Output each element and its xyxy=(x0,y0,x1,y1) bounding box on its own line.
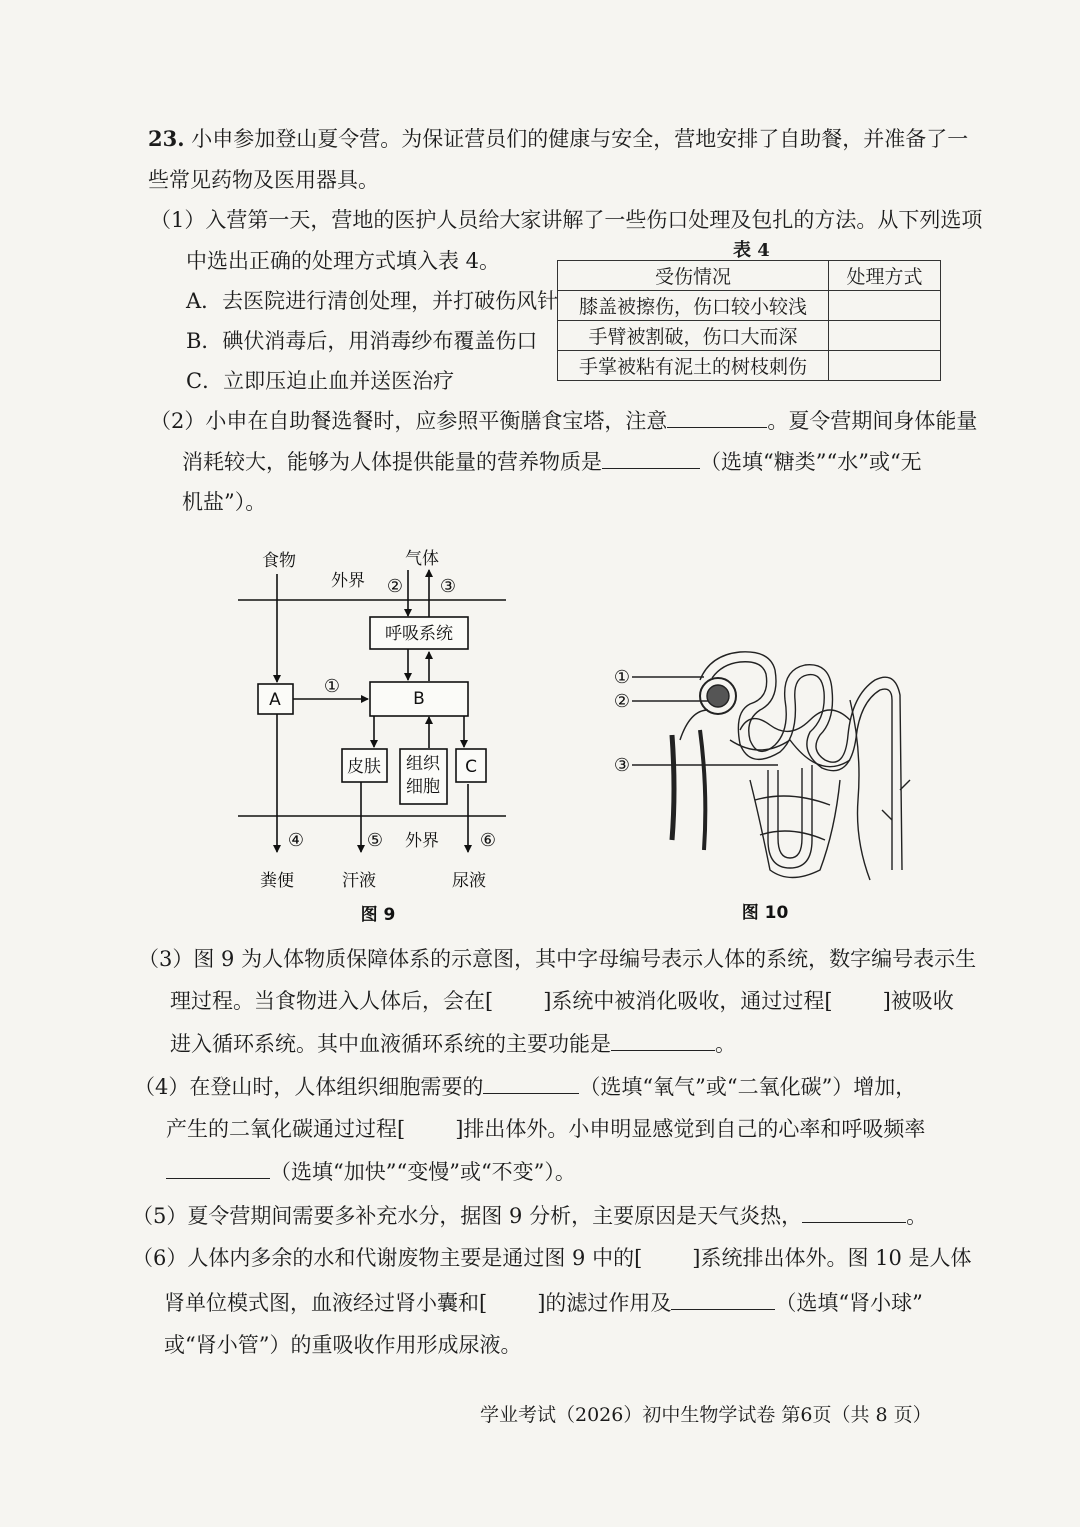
q23-part4-line1: （4）在登山时，人体组织细胞需要的 （选填“氧气”或“二氧化碳”）增加， xyxy=(134,1075,917,1099)
table-cell-injury: 膝盖被擦伤，伤口较小较浅 xyxy=(558,291,829,321)
fig9-outside-bottom: 外界 xyxy=(405,831,439,851)
fig9-outside-top: 外界 xyxy=(331,571,365,591)
answer-blank[interactable] xyxy=(483,1073,579,1094)
table-row xyxy=(558,321,941,351)
page-footer: 学业考试（2026）初中生物学试卷 第6页（共 8 页） xyxy=(480,1404,932,1426)
answer-blank[interactable] xyxy=(166,1158,270,1179)
fig9-respiratory: 呼吸系统 xyxy=(385,624,453,644)
fig10-num3: ③ xyxy=(613,755,631,776)
fig9-num2: ② xyxy=(386,576,404,597)
fig9-num5: ⑤ xyxy=(366,830,384,851)
table-row xyxy=(558,261,941,291)
q23-part3-line3: 进入循环系统。其中血液循环系统的主要功能是 。 xyxy=(170,1032,736,1056)
fig9-urine: 尿液 xyxy=(452,871,486,891)
table-header-injury: 受伤情况 xyxy=(558,261,829,291)
q23-part5: （5）夏令营期间需要多补充水分，据图 9 分析，主要原因是天气炎热， 。 xyxy=(132,1204,928,1228)
fig9-num1: ① xyxy=(323,676,341,697)
fig9-feces: 粪便 xyxy=(260,871,294,891)
fig9-tissue-1: 组织 xyxy=(406,754,440,774)
fig10-num2: ② xyxy=(613,691,631,712)
answer-blank[interactable] xyxy=(611,1030,715,1051)
table4-caption: 表 4 xyxy=(733,240,770,261)
q23-part6-line2: 肾单位模式图，血液经过肾小囊和[ ]的滤过作用及 （选填“肾小球” xyxy=(164,1291,923,1315)
figure-10 xyxy=(600,640,920,930)
table-row xyxy=(558,351,941,381)
fig9-gas: 气体 xyxy=(405,549,439,569)
table-row xyxy=(558,291,941,321)
answer-cell[interactable] xyxy=(829,321,941,351)
q23-part3-line1: （3）图 9 为人体物质保障体系的示意图，其中字母编号表示人体的系统，数字编号表示生 xyxy=(138,947,977,971)
q23-part2-line2: 消耗较大，能够为人体提供能量的营养物质是 （选填“糖类”“水”或“无 xyxy=(182,450,922,474)
answer-blank[interactable] xyxy=(667,407,767,428)
fig9-sweat: 汗液 xyxy=(342,871,376,891)
fig9-skin: 皮肤 xyxy=(347,757,381,777)
q23-part4-line2: 产生的二氧化碳通过过程[ ]排出体外。小申明显感觉到自己的心率和呼吸频率 xyxy=(166,1117,926,1141)
fig10-caption: 图 10 xyxy=(741,903,789,923)
option-c: C．立即压迫止血并送医治疗 xyxy=(186,369,455,393)
option-a: A．去医院进行清创处理，并打破伤风针 xyxy=(186,289,559,313)
fig9-num3: ③ xyxy=(439,576,457,597)
fig9-num4: ④ xyxy=(287,830,305,851)
fig9-box-b: B xyxy=(413,689,425,709)
q23-part4-line3: （选填“加快”“变慢”或“不变”）。 xyxy=(166,1158,576,1185)
fig9-box-c: C xyxy=(465,757,477,777)
q23-part6-line3: 或“肾小管”）的重吸收作用形成尿液。 xyxy=(164,1333,522,1357)
fig10-num1: ① xyxy=(613,667,631,688)
answer-cell[interactable] xyxy=(829,351,941,381)
q23-part3-line2: 理过程。当食物进入人体后，会在[ ]系统中被消化吸收，通过过程[ ]被吸收 xyxy=(170,989,954,1013)
table-cell-injury: 手臂被割破，伤口大而深 xyxy=(558,321,829,351)
table4 xyxy=(557,260,941,381)
answer-cell[interactable] xyxy=(829,291,941,321)
q23-intro-line1: 23. 小申参加登山夏令营。为保证营员们的健康与安全，营地安排了自助餐，并准备了一 xyxy=(148,126,969,151)
fig9-caption: 图 9 xyxy=(360,905,396,925)
figure-9 xyxy=(230,540,520,930)
answer-blank[interactable] xyxy=(602,448,700,469)
table-header-treatment: 处理方式 xyxy=(829,261,941,291)
fig9-food: 食物 xyxy=(262,551,296,571)
answer-blank[interactable] xyxy=(802,1202,906,1223)
fig9-box-a: A xyxy=(269,690,281,710)
q23-part2-line3: 机盐”）。 xyxy=(182,490,267,514)
q23-part1-line1: （1）入营第一天，营地的医护人员给大家讲解了一些伤口处理及包扎的方法。从下列选项 xyxy=(150,208,983,232)
q23-part2-line1: （2）小申在自助餐选餐时，应参照平衡膳食宝塔，注意 。夏令营期间身体能量 xyxy=(150,409,978,433)
q23-part1-line2: 中选出正确的处理方式填入表 4。 xyxy=(186,249,501,273)
fig9-num6: ⑥ xyxy=(479,830,497,851)
answer-blank[interactable] xyxy=(671,1289,775,1310)
fig9-tissue-2: 细胞 xyxy=(406,777,440,797)
table-cell-injury: 手掌被粘有泥土的树枝刺伤 xyxy=(558,351,829,381)
q23-intro-line2: 些常见药物及医用器具。 xyxy=(148,168,379,192)
option-b: B．碘伏消毒后，用消毒纱布覆盖伤口 xyxy=(186,329,538,353)
q23-part6-line1: （6）人体内多余的水和代谢废物主要是通过图 9 中的[ ]系统排出体外。图 10 是人体 xyxy=(132,1246,972,1270)
